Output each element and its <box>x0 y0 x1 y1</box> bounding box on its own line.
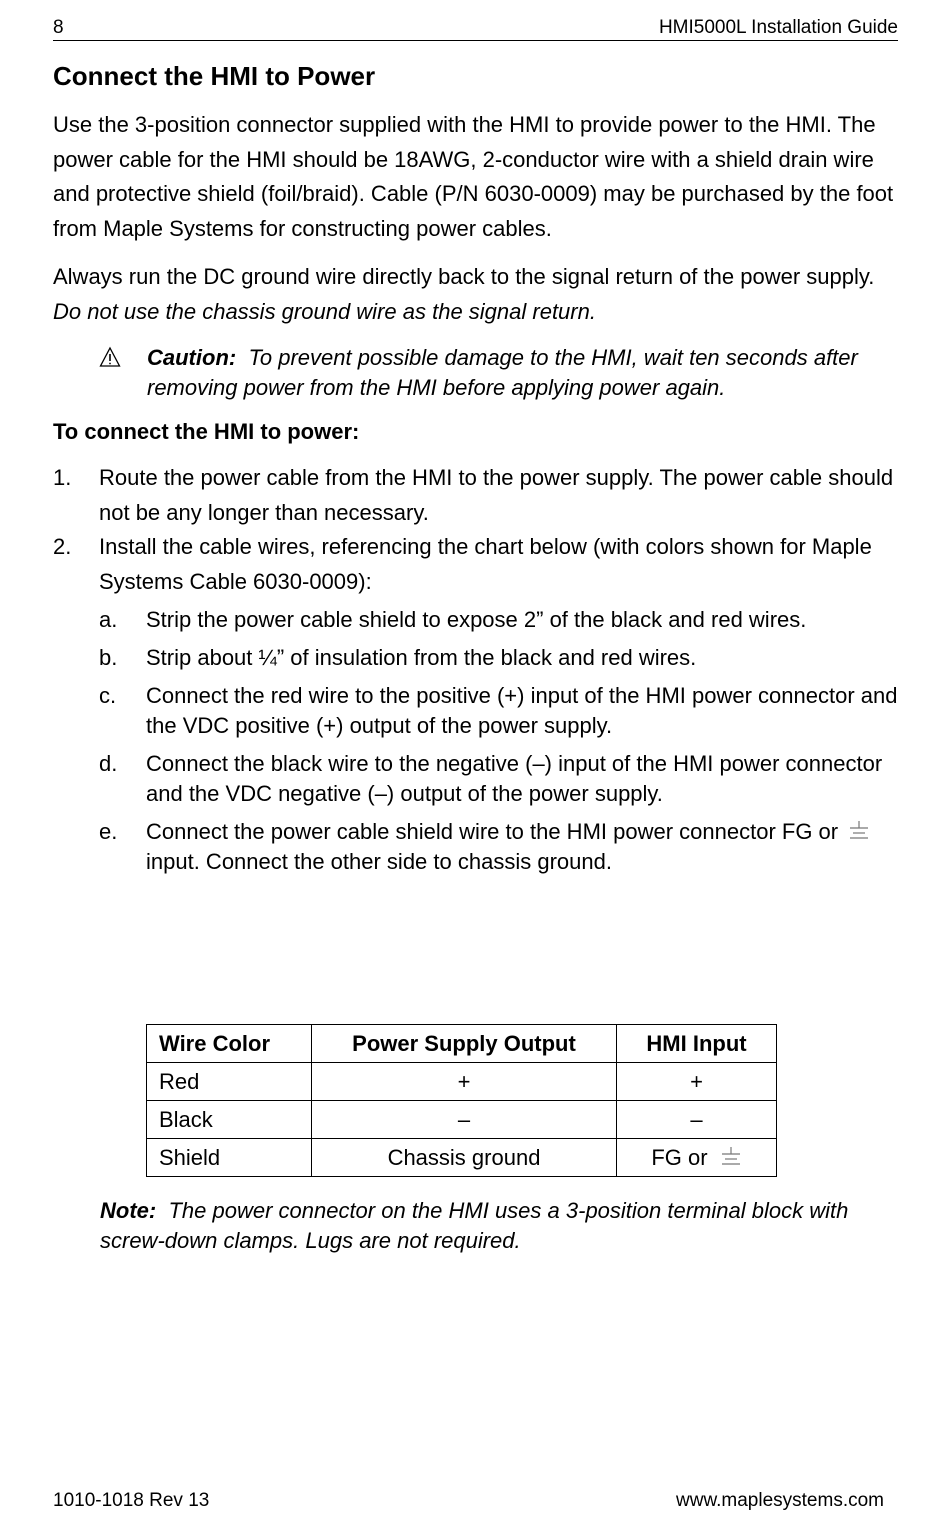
section-title: Connect the HMI to Power <box>53 61 376 91</box>
page-header <box>53 16 898 41</box>
revision-number: 1010-1018 Rev 13 <box>53 1490 210 1511</box>
ground-paragraph <box>53 260 898 329</box>
column-header: Wire Color <box>147 1025 312 1063</box>
step-number: 1. <box>53 465 72 490</box>
caution-block <box>53 343 898 403</box>
table-cell: + <box>312 1063 617 1101</box>
ground-text: Always run the DC ground wire directly back to the signal return of the power supply. <box>53 264 875 289</box>
column-header: Power Supply Output <box>312 1025 617 1063</box>
substep-letter: d. <box>99 751 118 776</box>
wiring-table <box>146 1024 777 1177</box>
note-block <box>100 1196 898 1256</box>
table-cell: – <box>312 1101 617 1139</box>
substeps-list <box>99 605 898 877</box>
procedure-title: To connect the HMI to power: <box>53 419 360 444</box>
step-text: Route the power cable from the HMI to the power supply. The power cable should not be any longer than necessary. <box>99 465 894 525</box>
procedure-steps <box>53 461 898 877</box>
substep-text: Connect the black wire to the negative (–) input of the HMI power connector and the VDC negative (–) output of the power supply. <box>146 751 883 806</box>
step-text: Install the cable wires, referencing the chart below (with colors shown for Maple Systems Cable 6030-0009): <box>99 534 872 594</box>
table-cell: – <box>617 1101 777 1139</box>
note-label: Note: <box>100 1198 157 1223</box>
table-row <box>147 1063 777 1101</box>
caution-label: Caution: <box>147 345 237 370</box>
table-cell: Black <box>147 1101 312 1139</box>
step-item <box>53 461 898 530</box>
main-content <box>53 58 898 885</box>
table-cell: Red <box>147 1063 312 1101</box>
table-cell: + <box>617 1063 777 1101</box>
column-header: HMI Input <box>617 1025 777 1063</box>
substep-text: Strip about ¼” of insulation from the black and red wires. <box>146 645 697 670</box>
ground-warning-text: Do not use the chassis ground wire as the signal return. <box>53 298 596 324</box>
substep-item <box>99 749 898 809</box>
substep-item <box>99 643 898 673</box>
table-header-row <box>147 1025 777 1063</box>
table-cell: Shield <box>147 1139 312 1177</box>
table-cell-text: FG or <box>651 1144 708 1170</box>
substep-text-before: Connect the power cable shield wire to the HMI power connector FG or <box>146 819 839 844</box>
frame-ground-icon <box>848 820 870 842</box>
frame-ground-icon <box>720 1146 742 1168</box>
note-text: The power connector on the HMI uses a 3-position terminal block with screw-down clamps. Lugs are not required. <box>100 1198 849 1253</box>
substep-text-after: input. Connect the other side to chassis ground. <box>146 849 612 874</box>
substep-item <box>99 817 898 877</box>
substep-item <box>99 681 898 741</box>
substep-letter: c. <box>99 683 117 708</box>
table-row <box>147 1101 777 1139</box>
page-number: 8 <box>53 17 64 38</box>
table-cell-fg <box>617 1139 777 1177</box>
table-row <box>147 1139 777 1177</box>
substep-letter: b. <box>99 645 118 670</box>
warning-triangle-icon <box>99 346 121 368</box>
substep-text: Connect the red wire to the positive (+) input of the HMI power connector and the VDC positive (+) output of the power supply. <box>146 683 898 738</box>
table-cell: Chassis ground <box>312 1139 617 1177</box>
substep-item <box>99 605 898 635</box>
intro-paragraph: Use the 3-position connector supplied with the HMI to provide power to the HMI. The power cable for the HMI should be 18AWG, 2-conductor wire with a shield drain wire and protective shield (foil/braid). Cable (P/N 6030-0009) may be purchased by the foot from Maple Systems for constructing power cables. <box>53 112 894 241</box>
document-title: HMI5000L Installation Guide <box>658 17 898 38</box>
substep-text: Strip the power cable shield to expose 2” of the black and red wires. <box>146 607 807 632</box>
substep-letter: e. <box>99 819 118 844</box>
step-number: 2. <box>53 534 72 559</box>
step-item <box>53 530 898 877</box>
substep-letter: a. <box>99 607 118 632</box>
website-link: www.maplesystems.com <box>676 1490 884 1511</box>
caution-text: To prevent possible damage to the HMI, wait ten seconds after removing power from the HMI before applying power again. <box>147 345 858 400</box>
